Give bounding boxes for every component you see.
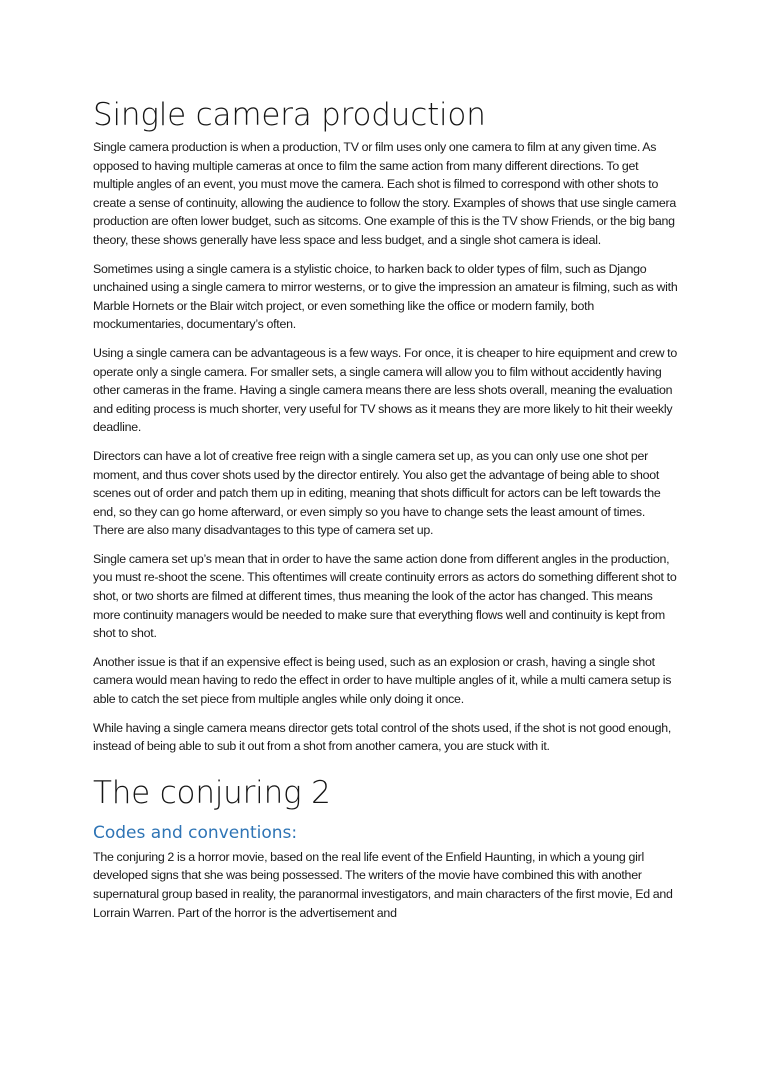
paragraph-7: While having a single camera means director gets total control of the shots used, if the shot is not good enough, instead of being able to sub it out from a shot from another camera, you are stuck with it. bbox=[93, 720, 672, 754]
heading-single-camera-production: Single camera production bbox=[93, 97, 486, 133]
heading-the-conjuring-2: The conjuring 2 bbox=[93, 774, 331, 811]
paragraph-3: Using a single camera can be advantageous is a few ways. For once, it is cheaper to hire equipment and crew to operate only a single camera. For smaller sets, a single camera will allow you to film without accidently having other cameras in the frame. Having a single camera means there are less shots overall, meaning the evaluation and editing process is much shorter, very useful for TV shows as it means they are more likely to hit their weekly deadline. bbox=[93, 345, 678, 435]
document-page bbox=[93, 96, 678, 932]
paragraph-conjuring-1: The conjuring 2 is a horror movie, based on the real life event of the Enfield Haunting, in which a young girl developed signs that she was being possessed. The writers of the movie have combined this with another supernatural group based in reality, the paranormal investigators, and main characters of the first movie, Ed and Lorrain Warren. Part of the horror is the advertisement and bbox=[93, 849, 673, 920]
paragraph-4: Directors can have a lot of creative free reign with a single camera set up, as you can only use one shot per moment, and thus cover shots used by the director entirely. You also get the advantage of being able to shoot scenes out of order and patch them up in editing, meaning that shots difficult for actors can be left towards the end, so they can go home afterward, or even simply so you have to change sets the least amount of times. There are also many disadvantages to this type of camera set up. bbox=[93, 448, 661, 538]
paragraph-6: Another issue is that if an expensive effect is being used, such as an explosion or crash, having a single shot camera would mean having to redo the effect in order to have multiple angles of it, while a multi camera setup is able to catch the set piece from multiple angles while only doing it once. bbox=[93, 654, 672, 707]
paragraph-1: Single camera production is when a production, TV or film uses only one camera to film at any given time. As opposed to having multiple cameras at once to film the same action from many different directions. To get multiple angles of an event, you must move the camera. Each shot is filmed to correspond with other shots to create a sense of continuity, allowing the audience to follow the story. Examples of shows that use single camera production are often lower budget, such as sitcoms. One example of this is the TV show Friends, or the big bang theory, these shows generally have less space and less budget, and a single shot camera is ideal. bbox=[93, 140, 677, 247]
paragraph-2: Sometimes using a single camera is a stylistic choice, to harken back to older types of film, such as Django unchained using a single camera to mirror westerns, or to give the impression an amateur is filming, such as with Marble Hornets or the Blair witch project, or even something like the office or modern family, both mockumentaries, documentary’s often. bbox=[93, 261, 678, 332]
paragraph-5: Single camera set up’s mean that in order to have the same action done from different angles in the production, you must re-shoot the scene. This oftentimes will create continuity errors as actors do something different shot to shot, or two shorts are filmed at different times, thus meaning the look of the actor has changed. This means more continuity managers would be needed to make sure that everything flows well and continuity is kept from shot to shot. bbox=[93, 551, 677, 641]
subheading-codes-and-conventions: Codes and conventions: bbox=[93, 822, 298, 843]
